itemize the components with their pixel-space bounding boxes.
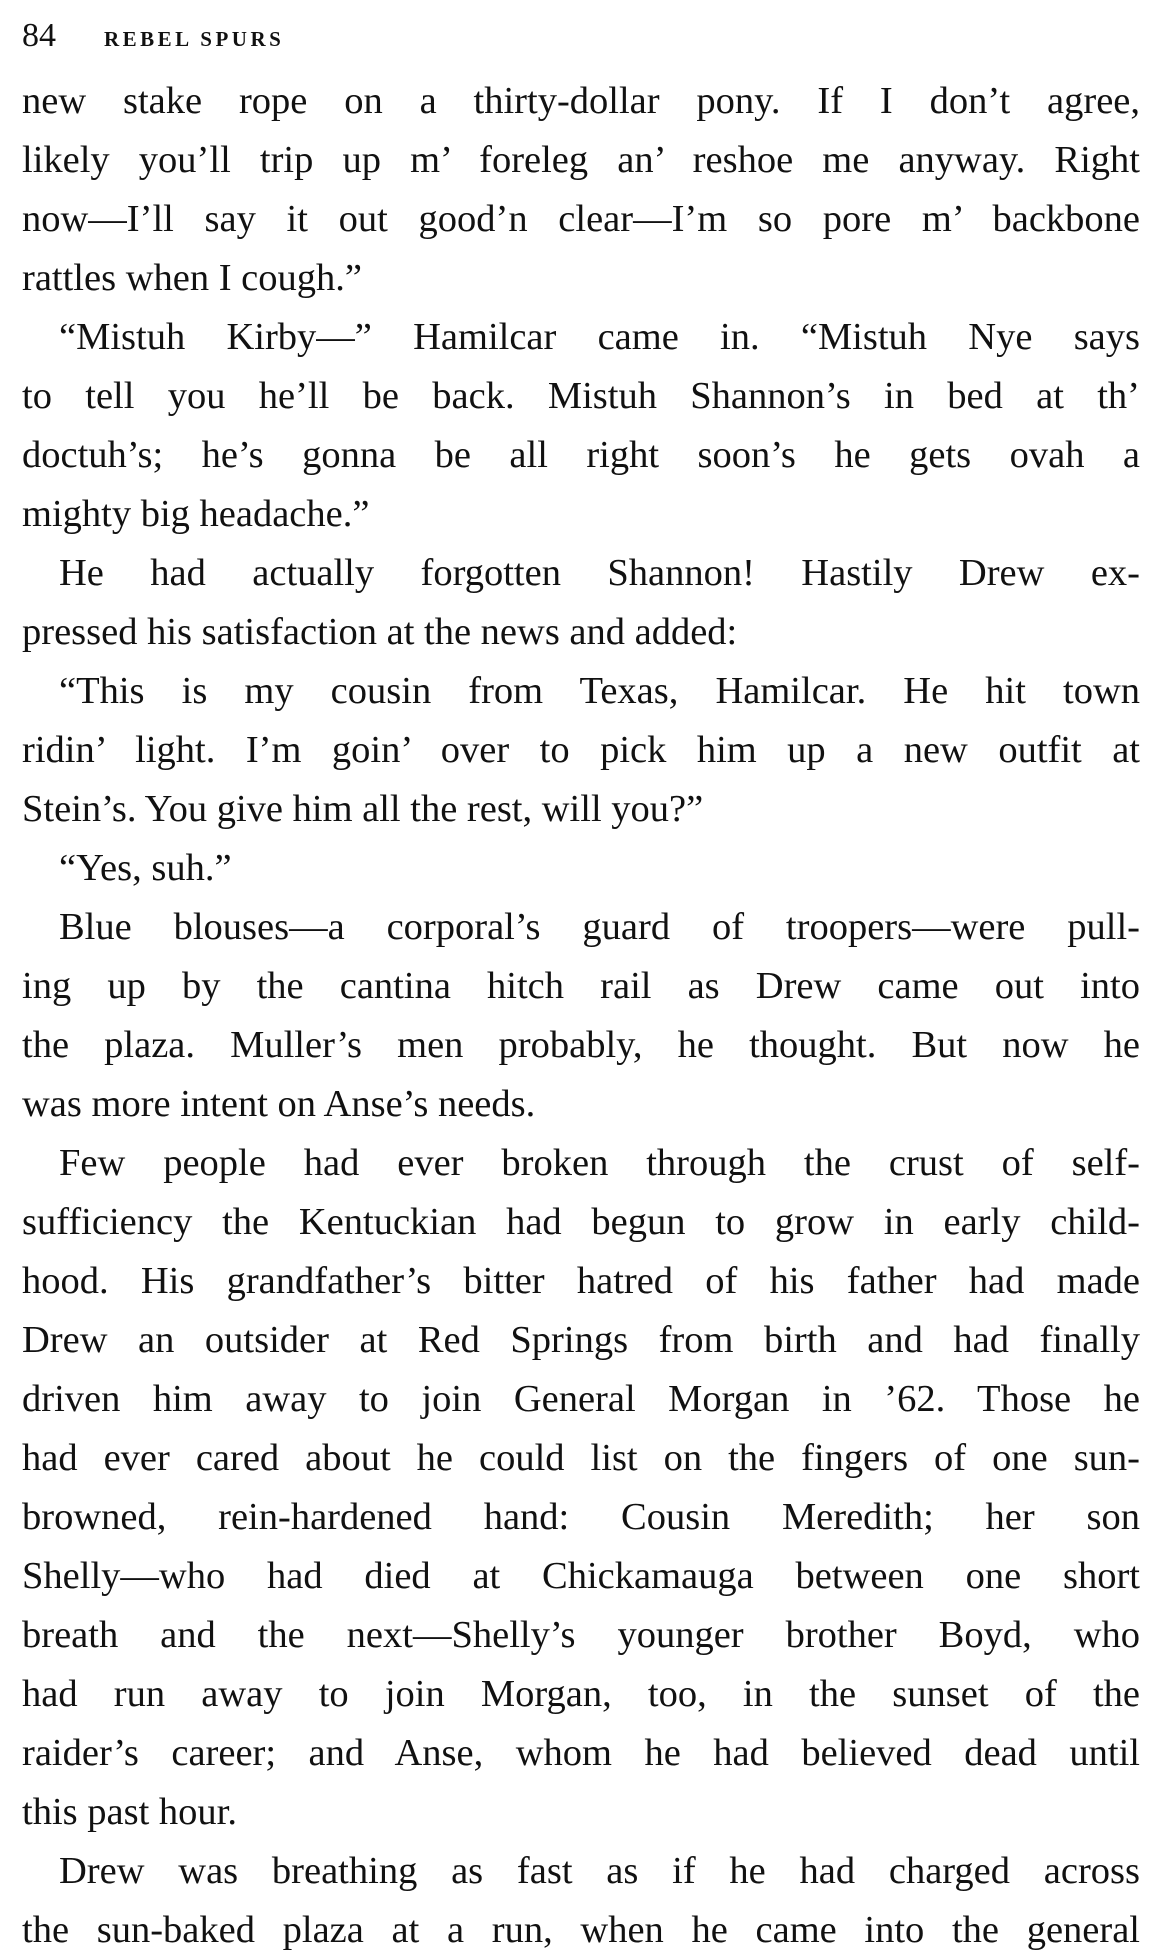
text-line: He had actually forgotten Shannon! Hastily Drew ex- (59, 552, 1140, 594)
text-line: rattles when I cough.” (22, 257, 362, 299)
text-line: driven him away to join General Morgan in ’62. Those he (22, 1378, 1140, 1420)
text-line: Blue blouses—a corporal’s guard of troopers—were pull- (59, 906, 1140, 948)
text-line: had ever cared about he could list on the fingers of one sun- (22, 1437, 1140, 1479)
text-line: new stake rope on a thirty-dollar pony. If I don’t agree, (22, 80, 1140, 122)
book-title: REBEL SPURS (104, 27, 285, 51)
text-line: had run away to join Morgan, too, in the sunset of the (22, 1673, 1140, 1715)
text-line: ing up by the cantina hitch rail as Drew came out into (22, 965, 1140, 1007)
body-text (22, 72, 1140, 1960)
text-line: raider’s career; and Anse, whom he had believed dead until (22, 1732, 1140, 1774)
running-head (22, 14, 284, 64)
text-line: the sun-baked plaza at a run, when he came into the general (22, 1909, 1140, 1951)
text-line: doctuh’s; he’s gonna be all right soon’s he gets ovah a (22, 434, 1140, 476)
text-line: Few people had ever broken through the crust of self- (59, 1142, 1140, 1184)
text-line: now—I’ll say it out good’n clear—I’m so pore m’ backbone (22, 198, 1140, 240)
text-line: likely you’ll trip up m’ foreleg an’ reshoe me anyway. Right (22, 139, 1140, 181)
text-line: the plaza. Muller’s men probably, he thought. But now he (22, 1024, 1140, 1066)
text-line: was more intent on Anse’s needs. (22, 1083, 536, 1125)
text-line: “Yes, suh.” (59, 847, 232, 889)
text-line: Stein’s. You give him all the rest, will you?” (22, 788, 704, 830)
text-line: Drew was breathing as fast as if he had charged across (59, 1850, 1140, 1892)
text-line: hood. His grandfather’s bitter hatred of his father had made (22, 1260, 1140, 1302)
text-line: Drew an outsider at Red Springs from birth and had finally (22, 1319, 1140, 1361)
text-line: to tell you he’ll be back. Mistuh Shannon’s in bed at th’ (22, 375, 1140, 417)
text-line: “This is my cousin from Texas, Hamilcar. He hit town (59, 670, 1140, 712)
text-line: browned, rein-hardened hand: Cousin Meredith; her son (22, 1496, 1140, 1538)
text-line: mighty big headache.” (22, 493, 370, 535)
text-line: sufficiency the Kentuckian had begun to grow in early child- (22, 1201, 1140, 1243)
text-line: “Mistuh Kirby—” Hamilcar came in. “Mistuh Nye says (59, 316, 1140, 358)
text-line: pressed his satisfaction at the news and added: (22, 611, 738, 653)
text-line: ridin’ light. I’m goin’ over to pick him up a new outfit at (22, 729, 1140, 771)
text-line: Shelly—who had died at Chickamauga between one short (22, 1555, 1140, 1597)
text-line: breath and the next—Shelly’s younger brother Boyd, who (22, 1614, 1140, 1656)
page-number: 84 (22, 17, 56, 54)
text-line: this past hour. (22, 1791, 237, 1833)
